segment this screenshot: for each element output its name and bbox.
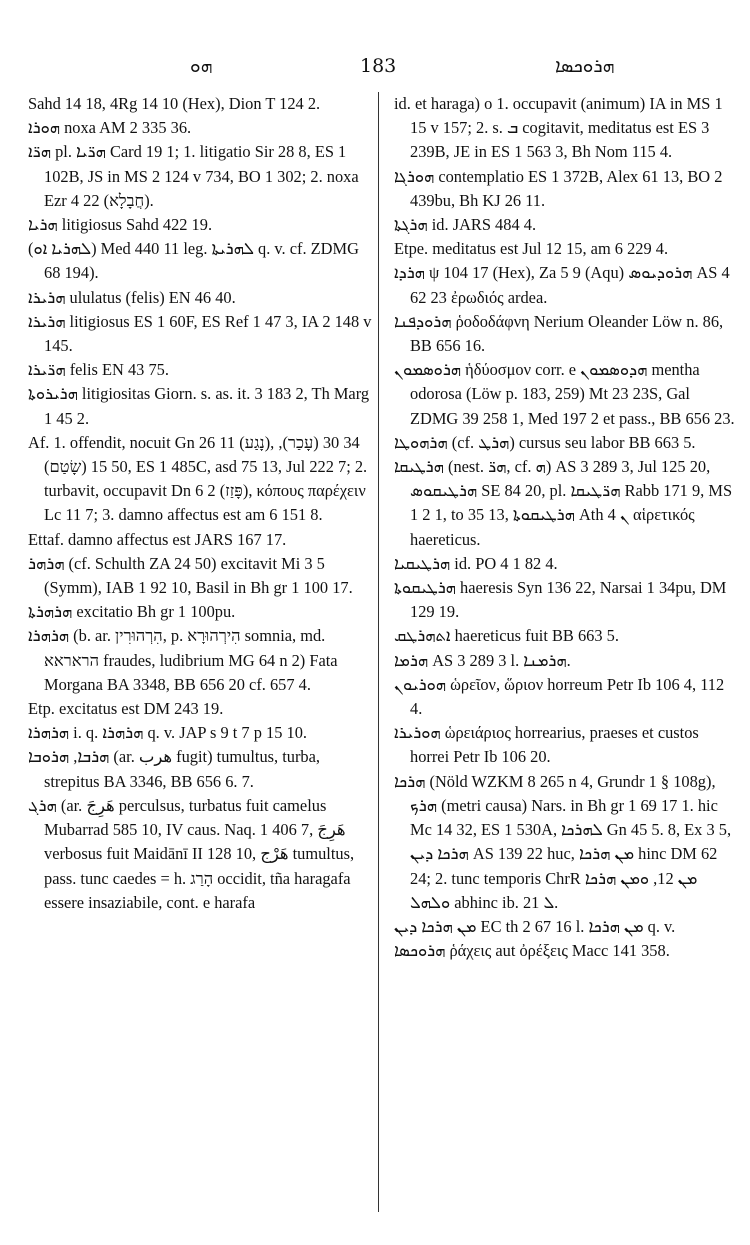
page-header (0, 55, 750, 85)
entry: ܗܪܘܣܡܘܢ ἡδύοσμον corr. e ܗܕܘܣܡܘܢ mentha odorosa (Löw p. 183, 259) Mt 23 23S, Gal ZDMG 39 258 1, Med 197 2 et pass., BB 656 23. (394, 360, 735, 428)
running-head-left: ܗܘ (190, 55, 213, 77)
entry: Etp. excitatus est DM 243 19. (28, 699, 224, 719)
entry: ܗܘܪܝܪܐ ὡρειάριος horrearius, praeses et custos horrei Petr Ib 106 20. (394, 723, 699, 767)
entry: ܗܪܝܪܐ litigiosus ES 1 60F, ES Ref 1 47 3, IA 2 148 v 145. (28, 311, 372, 356)
running-head-right: ܗܪܘܟܣܐ (555, 55, 615, 77)
entry: ܗܪܘܕܦܢܐ ῥοδοδάφνη Nerium Oleander Löw n. 86, BB 656 16. (394, 311, 724, 356)
entry: ܗܪܓ (ar. هَرِجَ perculsus, turbatus fuit camelus Mubarrad 585 10, IV caus. Naq. 1 406 7, هَرِجَ verbosus fuit Maidānī II 128 10, هَرْج tumultus, pass. tunc caedes = h. הָרַג occidit, tña haragafa essere insaziabile, cont. e harafa (28, 795, 355, 912)
entry: ܗܪܗܪܬܐ excitatio Bh gr 1 100pu. (28, 602, 236, 622)
entry: ܗܪܓܬܐ id. JARS 484 4. (394, 215, 537, 235)
entry: ܗܪܡܐ AS 3 289 3 l. ܗܪܡܢܐ. (394, 650, 571, 670)
entry: ܗܪܘܟܣܐ ῥάχεις aut ὀρέξεις Macc 141 358. (394, 941, 670, 961)
entry: ܗܪܛܝܩܘܬܐ haeresis Syn 136 22, Narsai 1 34pu, DM 129 19. (394, 578, 727, 622)
entry: Etpe. meditatus est Jul 12 15, am 6 229 4. (394, 239, 669, 259)
entry: Ettaf. damno affectus est JARS 167 17. (28, 529, 287, 549)
entry: ܗܪܟܐ (Nöld WZKM 8 265 n 4, Grundr 1 § 108g), ܗܪܟ (metri causa) Nars. in Bh gr 1 69 17 1. hic Mc 14 32, ES 1 530A, ܠܗܪܟܐ Gn 45 5. 8, Ex 3 5, ܗܪܟܐ ܕܝܢ AS 139 22 huc, ܡܢ ܗܪܟܐ hinc DM 62 24; 2. tunc temporis ChrR ܡܢ 12, ܘܡܢ ܗܪܟܐ ܘܠܗܠ abhinc ib. ܠ 21. (394, 771, 732, 912)
entry: ܗܪܛܝܩܝܐ id. PO 4 1 82 4. (394, 553, 558, 573)
entry: ܗܘܪܐ noxa AM 2 335 36. (28, 118, 192, 138)
entry: ܗܪܝܐ litigiosus Sahd 422 19. (28, 215, 213, 235)
entry: ܗܪܝܪܐ ululatus (felis) EN 46 40. (28, 287, 236, 307)
entry: ܗܪܒܐ, ܗܪܘܒܐ (ar. هرب fugit) tumultus, turba, strepitus BA 3346, BB 656 6. 7. (28, 747, 320, 791)
entry: ܗܪܗܪ (cf. Schulth ZA 24 50) excitavit Mi 3 5 (Symm), IAB 1 92 10, Basil in Bh gr 1 100 17. (28, 553, 353, 598)
entry: ܡܢ ܗܪܟܐ ܕܝܢ EC th 2 67 16 l. ܡܢ ܗܪܟܐ q. v. (394, 916, 676, 936)
page-number: 183 (360, 55, 397, 77)
entry: (ܠܗܪܝܐ ܐܘ) Med 440 11 leg. ܠܗܪܝܬܐ q. v. cf. ZDMG 68 194). (28, 239, 359, 283)
entry: ܗܘܪܓܐ contemplatio ES 1 372B, Alex 61 13, BO 2 439bu, Bh KJ 26 11. (394, 166, 723, 210)
entry: ܗܪ̈ܝܪܐ felis EN 43 75. (28, 360, 169, 380)
entry: Af. 1. offendit, nocuit Gn 26 11 (נָגַע), 34 30 (עָכַר), 50 15 (שָׂטַם), ES 1 485C, asd 75 13, Jul 222 7; 2. turbavit, occupavit Dn 6 2 (פָּזַז), κόπους παρέχειν Lc 11 7; 3. damno affectus est am 6 151 8. (28, 432, 368, 525)
entry: ܐܬܗܪܛܩ haereticus fuit BB 663 5. (394, 626, 619, 646)
right-column (394, 92, 739, 963)
entry: ܗܪܗܪܐ (b. ar. הִרְהוּרִין, p. הִירְהוּרָא somnia, md. הראראא fraudes, ludibrium MG 64 n 2) Fata Morgana BA 3348, BB 656 20 cf. 657 4. (28, 626, 338, 694)
entry: ܗܪܝܪܘܬܐ litigiositas Giorn. s. as. it. 3 183 2, Th Marg 1 45 2. (28, 384, 370, 428)
entry: ܗܪܗܘܛܐ (cf. ܗܪܛ) cursus seu labor BB 663 5. (394, 432, 696, 452)
entry: Sahd 14 18, 4Rg 14 10 (Hex), Dion T 124 2. (28, 94, 321, 113)
left-column (28, 92, 378, 915)
column-divider (378, 92, 379, 1212)
entry: ܗܪ̈ܐ pl. ܗܪ̈ܝܐ Card 19 1; 1. litigatio Sir 28 8, ES 1 102B, JS in MS 2 124 v 734, BO 1 302; 2. noxa Ezr 4 22 (חֲבָלָא). (28, 142, 359, 210)
entry: ܗܪܗܪܐ i. q. ܗܪܗܪܐ q. v. JAP s 9 t 7 p 15 10. (28, 723, 307, 743)
entry: id. et haraga) o 1. occupavit (animum) IA in MS 1 15 v 157; 2. s. ܒ cogitavit, meditatus est ES 3 239B, JE in ES 1 563 3, Bh Nom 115 4. (394, 94, 723, 162)
entry: ܗܪܕܐ ψ 104 17 (Hex), Za 5 9 (Aqu) ܗܪܘܕܝܘܣ AS 4 62 23 ἐρωδιός ardea. (394, 263, 730, 307)
entry: ܗܪܛܝܩܐ (nest. ܗܪ̈, cf. ܗ) AS 3 289 3, Jul 125 20, ܗܪܛܝܩܘܣ SE 84 20, pl. ܗܪ̈ܛܝܩܐ Rabb 171 9, MS 1 2 1, to 35 13, ܗܪܛܝܩܘܬܐ Ath ܢ 4 αἱρετικός haereticus. (394, 457, 733, 549)
entry: ܗܘܪܝܘܢ ὡρεῖον, ὥριον horreum Petr Ib 106 4, 112 4. (394, 674, 725, 719)
